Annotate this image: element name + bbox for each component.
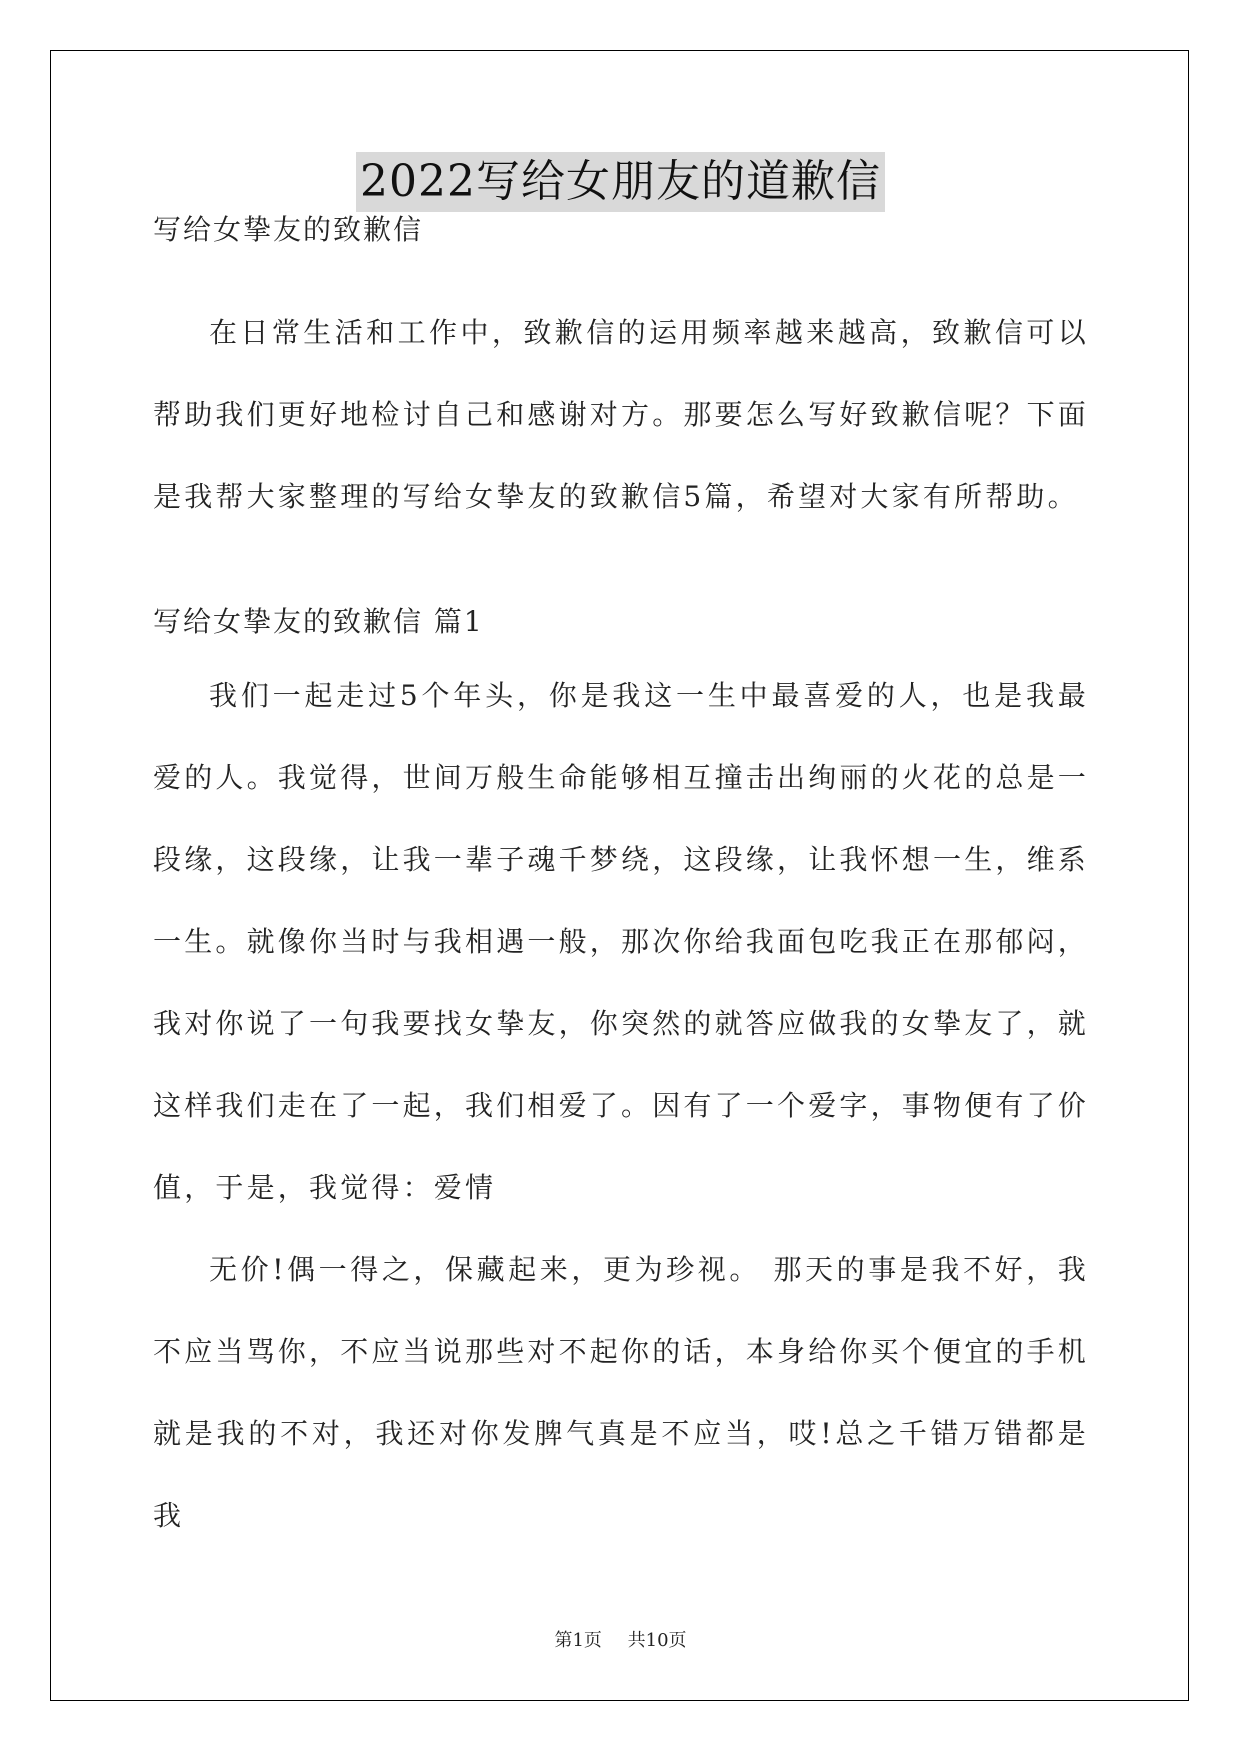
document-title: 2022写给女朋友的道歉信: [356, 152, 885, 212]
section1-paragraph-2: 无价!偶一得之，保藏起来，更为珍视。 那天的事是我不好，我不应当骂你，不应当说那些对不起你的话，本身给你买个便宜的手机就是我的不对，我还对你发脾气真是不应当，哎!总之千错万错都是我: [153, 1253, 1090, 1532]
intro-paragraph: 在日常生活和工作中，致歉信的运用频率越来越高，致歉信可以帮助我们更好地检讨自己和感谢对方。那要怎么写好致歉信呢？下面是我帮大家整理的写给女挚友的致歉信5篇，希望对大家有所帮助。: [153, 316, 1090, 513]
section1-block: [153, 655, 1089, 1557]
title-container: [0, 152, 1241, 212]
page-footer: [0, 1626, 1241, 1652]
section1-paragraph-1: 我们一起走过5个年头，你是我这一生中最喜爱的人，也是我最爱的人。我觉得，世间万般生命能够相互撞击出绚丽的火花的总是一段缘，这段缘，让我一辈子魂千梦绕，这段缘，让我怀想一生，维系一生。就像你当时与我相遇一般，那次你给我面包吃我正在那郁闷，我对你说了一句我要找女挚友，你突然的就答应做我的女挚友了，就这样我们走在了一起，我们相爱了。因有了一个爱字，事物便有了价值，于是，我觉得：爱情: [153, 679, 1090, 1204]
section1-heading-block: [153, 602, 1089, 642]
page-total: 共10页: [627, 1630, 687, 1651]
section1-heading: 写给女挚友的致歉信 篇1: [153, 605, 484, 638]
intro-block: [153, 292, 1089, 538]
intro-heading: 写给女挚友的致歉信: [153, 213, 424, 246]
intro-heading-block: [153, 210, 1089, 250]
page-number: 第1页: [554, 1630, 602, 1651]
